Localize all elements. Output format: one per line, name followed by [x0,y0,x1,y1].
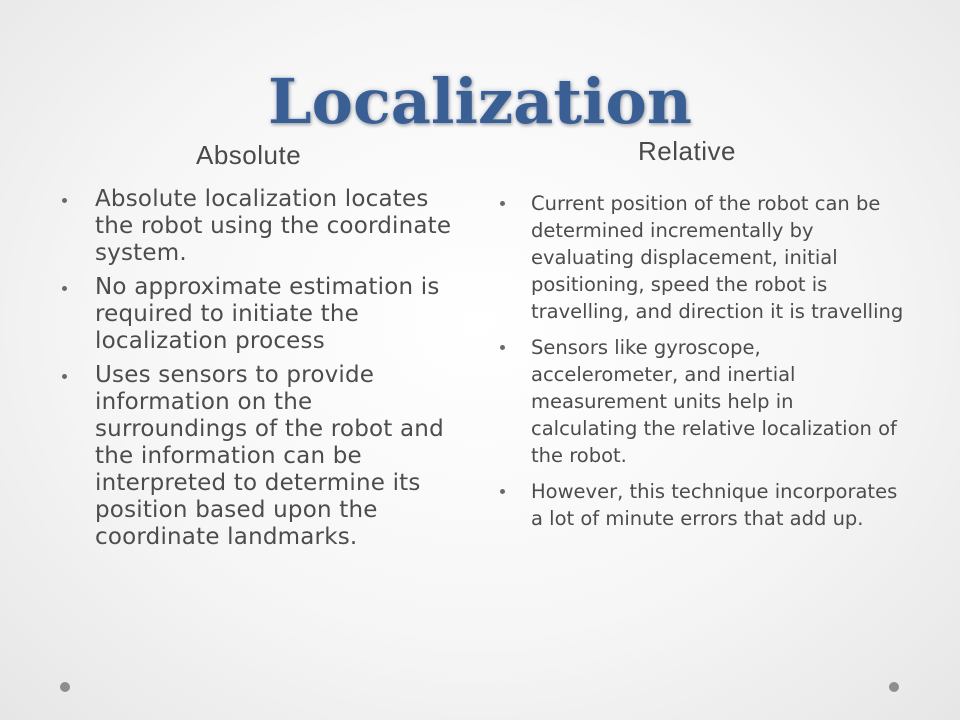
bullet-dot-icon [62,374,67,379]
bullet-text: Sensors like gyroscope, accelerometer, and inertial measurement units help in calculating the relative localization of the robot. [531,336,897,467]
bullet-text: No approximate estimation is required to initiate the localization process [95,274,440,354]
bullet-text: Current position of the robot can be determined incrementally by evaluating displacement, initial positioning, speed the robot is travelling, and direction it is travelling [531,192,904,323]
bullet-dot-icon [500,201,505,206]
bullet-text: Uses sensors to provide information on the surroundings of the robot and the information can be interpreted to determine its position based upon the coordinate landmarks. [95,362,444,550]
bullet-text: Absolute localization locates the robot using the coordinate system. [95,186,452,266]
absolute-bullet-item [62,362,457,551]
decorative-dot-icon [889,682,899,692]
bullet-dot-icon [62,286,67,291]
slide-title: Localization [268,65,692,138]
relative-heading: Relative [638,136,736,166]
relative-bullet-list [498,190,906,541]
bullet-dot-icon [500,345,505,350]
absolute-bullet-item [62,274,457,355]
bullet-dot-icon [500,489,505,494]
absolute-bullet-list [62,186,457,558]
decorative-dot-icon [60,682,70,692]
bullet-dot-icon [62,198,67,203]
absolute-heading: Absolute [196,140,302,170]
absolute-bullet-item [62,186,457,267]
relative-bullet-item [498,190,906,325]
bullet-text: However, this technique incorporates a lot of minute errors that add up. [531,480,898,530]
relative-bullet-item [498,478,906,532]
relative-bullet-item [498,334,906,469]
